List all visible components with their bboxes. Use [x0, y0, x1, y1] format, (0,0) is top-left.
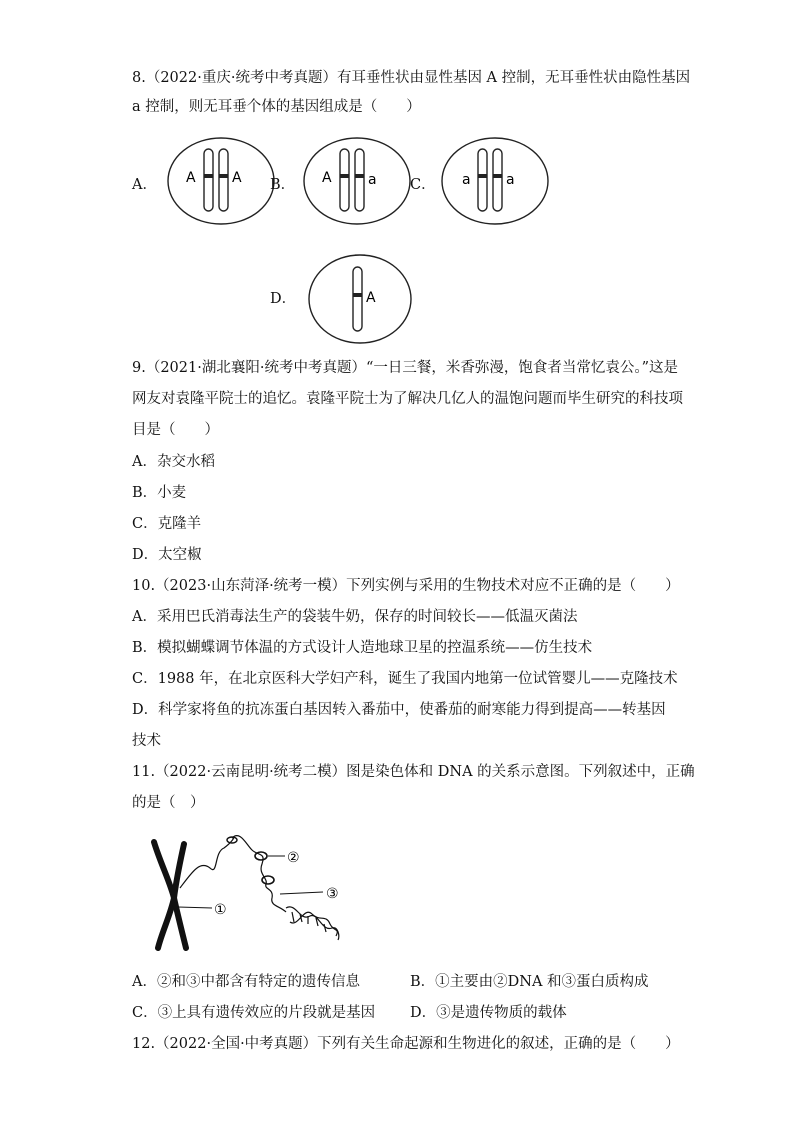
- q9-option-a[interactable]: A．杂交水稻: [132, 454, 215, 470]
- marker-3: ③: [326, 886, 339, 902]
- q8-option-a-label[interactable]: A．: [132, 177, 157, 193]
- q8-b-left-gene: A: [322, 170, 332, 186]
- q12-stem: 12.（2022·全国·中考真题）下列有关生命起源和生物进化的叙述，正确的是（ ）: [132, 1036, 680, 1052]
- q8-a-left-gene: A: [186, 170, 196, 186]
- q11-stem-line2: 的是（ ）: [132, 795, 205, 811]
- q11-stem-line1: 11.（2022·云南昆明·统考二模）图是染色体和 DNA 的关系示意图。下列叙述中，正确: [132, 764, 695, 780]
- q10-option-a[interactable]: A．采用巴氏消毒法生产的袋装牛奶，保存的时间较长——低温灭菌法: [132, 609, 578, 625]
- q8-option-d-label[interactable]: D．: [270, 291, 297, 307]
- dna-thread: [180, 836, 286, 912]
- chromosome-shape: [154, 842, 186, 948]
- q11-option-c[interactable]: C．③上具有遗传效应的片段就是基因: [132, 1005, 376, 1021]
- q8-c-right-gene: a: [506, 172, 515, 188]
- q8-d-single-gene: A: [366, 290, 376, 306]
- chromosome-dna-diagram: [140, 832, 370, 961]
- q10-option-d[interactable]: D．科学家将鱼的抗冻蛋白基因转入番茄中，使番茄的耐寒能力得到提高——转基因: [132, 702, 666, 718]
- q11-option-a[interactable]: A．②和③中都含有特定的遗传信息: [132, 974, 360, 990]
- q10-stem: 10.（2023·山东菏泽·统考一模）下列实例与采用的生物技术对应不正确的是（ ）: [132, 578, 680, 594]
- marker-2: ②: [287, 850, 300, 866]
- q8-option-b-label[interactable]: B．: [270, 177, 296, 193]
- q9-option-d[interactable]: D．太空椒: [132, 547, 202, 563]
- q8-c-left-gene: a: [462, 172, 471, 188]
- q9-option-c[interactable]: C．克隆羊: [132, 516, 202, 532]
- q8-cell-b: [302, 136, 412, 230]
- q9-stem-line1: 9.（2021·湖北襄阳·统考中考真题）“一日三餐，米香弥漫，饱食者当常忆袁公。”这是: [132, 360, 679, 376]
- q9-stem-line3: 目是（ ）: [132, 422, 219, 438]
- q9-stem-line2: 网友对袁隆平院士的追忆。袁隆平院士为了解决几亿人的温饱问题而毕生研究的科技项: [132, 391, 683, 407]
- q8-cell-d: [308, 253, 414, 349]
- q10-option-c[interactable]: C．1988 年，在北京医科大学妇产科，诞生了我国内地第一位试管婴儿——克隆技术: [132, 671, 678, 687]
- q10-option-d-continued: 技术: [132, 733, 161, 749]
- q8-option-c-label[interactable]: C．: [410, 177, 436, 193]
- q9-option-b[interactable]: B．小麦: [132, 485, 187, 501]
- q10-option-b[interactable]: B．模拟蝴蝶调节体温的方式设计人造地球卫星的控温系统——仿生技术: [132, 640, 593, 656]
- q11-option-b[interactable]: B．①主要由②DNA 和③蛋白质构成: [410, 974, 649, 990]
- double-helix: [286, 907, 339, 940]
- q8-b-right-gene: a: [368, 172, 377, 188]
- q11-option-d[interactable]: D．③是遗传物质的载体: [410, 1005, 567, 1021]
- q8-a-right-gene: A: [232, 170, 242, 186]
- q8-cell-c: [440, 136, 550, 230]
- q8-stem-line2: a 控制，则无耳垂个体的基因组成是（ ）: [132, 99, 421, 115]
- q8-stem-line1: 8.（2022·重庆·统考中考真题）有耳垂性状由显性基因 A 控制，无耳垂性状由隐性基因: [132, 70, 691, 86]
- marker-1: ①: [214, 902, 227, 918]
- q8-cell-a: [166, 136, 276, 230]
